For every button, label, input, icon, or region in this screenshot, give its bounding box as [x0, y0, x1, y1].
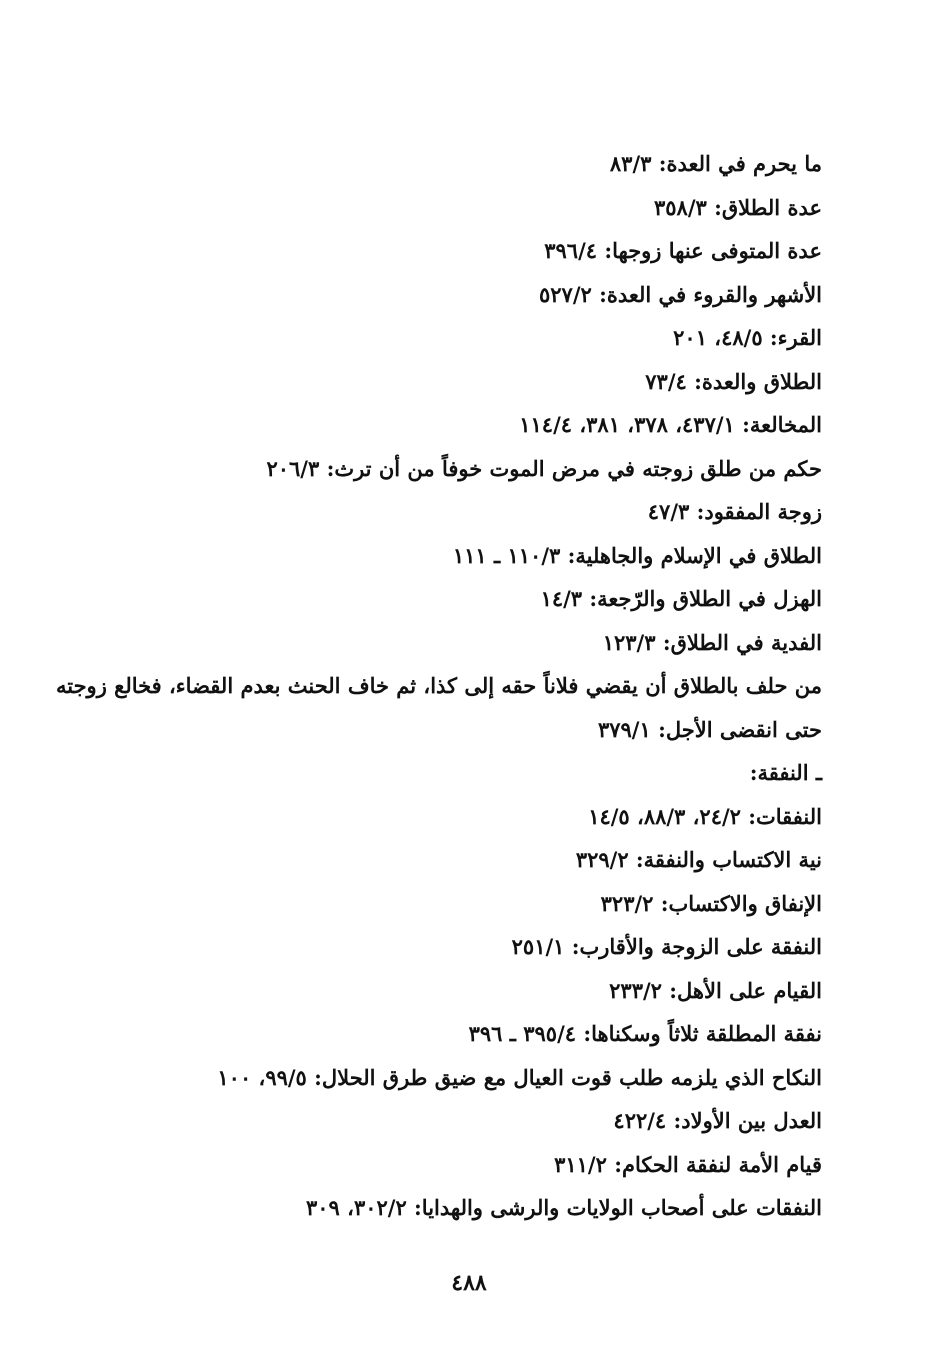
- index-entry: [55, 664, 822, 708]
- entry-label: عدة المتوفى عنها زوجها:: [604, 238, 822, 263]
- entry-label: الطلاق والعدة:: [694, 368, 822, 394]
- entry-label: قيام الأمة لنفقة الحكام:: [614, 1151, 822, 1177]
- index-entry: [132, 621, 822, 665]
- entry-ref: ٤٣٧/١، ٣٧٨، ٣٨١، ١١٤/٤: [519, 412, 735, 437]
- entry-ref: ٤٢٢/٤: [613, 1108, 667, 1133]
- index-entry: [132, 1143, 822, 1187]
- entry-ref: ٣١١/٢: [554, 1151, 607, 1177]
- index-entry: [132, 229, 822, 273]
- section-heading: ـ النفقة:: [749, 760, 822, 785]
- index-entry: [132, 316, 822, 360]
- index-entry: [132, 969, 822, 1013]
- entry-label: حكم من طلق زوجته في مرض الموت خوفاً من أن ترث:: [326, 455, 822, 481]
- entry-ref: ٣٥٨/٣: [653, 194, 707, 220]
- entry-label: نفقة المطلقة ثلاثاً وسكناها:: [583, 1021, 822, 1046]
- index-entry: [132, 1099, 822, 1143]
- entry-label: النفقات على أصحاب الولايات والرشى والهدايا:: [414, 1195, 822, 1220]
- index-entry: [132, 447, 822, 491]
- entry-ref: ١٤/٣: [540, 586, 583, 611]
- entry-label: من حلف بالطلاق أن يقضي فلاناً حقه إلى كذا، ثم خاف الحنث بعدم القضاء، فخالع زوجته: [55, 673, 822, 698]
- entry-label: الفدية في الطلاق:: [662, 629, 822, 655]
- index-entry: [132, 1186, 822, 1230]
- page-number: ٤٨٨: [451, 1270, 487, 1296]
- index-entry: [132, 403, 822, 447]
- entry-ref: ١١٠/٣ ـ ١١١: [452, 542, 561, 568]
- entry-label: النفقة على الزوجة والأقارب:: [571, 934, 822, 959]
- entry-label: زوجة المفقود:: [696, 499, 822, 524]
- entry-label: الطلاق في الإسلام والجاهلية:: [567, 542, 822, 568]
- entry-ref: ١٢٣/٣: [602, 629, 656, 655]
- entry-label: الأشهر والقروء في العدة:: [599, 281, 822, 307]
- index-entry: [132, 882, 822, 926]
- entry-ref: ٧٣/٤: [645, 368, 687, 394]
- entry-ref: ٣٧٩/١: [597, 716, 651, 742]
- entry-label: الإنفاق والاكتساب:: [660, 890, 822, 916]
- entry-ref: ٢٠٦/٣: [266, 455, 320, 481]
- index-entry: [132, 1012, 822, 1056]
- index-entry: [132, 795, 822, 839]
- index-entry: [132, 534, 822, 578]
- index-entry: [132, 490, 822, 534]
- index-entry: [132, 708, 822, 752]
- entry-ref: ٤٨/٥، ٢٠١: [673, 325, 763, 350]
- entry-ref: ٥٢٧/٢: [539, 281, 592, 307]
- entry-ref: ٣٠٢/٢، ٣٠٩: [306, 1195, 407, 1220]
- index-entry: [132, 577, 822, 621]
- entry-ref: ٩٩/٥، ١٠٠: [217, 1064, 307, 1090]
- entry-label: نية الاكتساب والنفقة:: [635, 847, 822, 872]
- entry-ref: ٣٢٣/٢: [600, 890, 654, 916]
- entry-ref: ٢٣٣/٢: [609, 977, 662, 1003]
- entry-label: العدل بين الأولاد:: [673, 1108, 822, 1133]
- entry-label: حتى انقضى الأجل:: [658, 716, 822, 742]
- entry-label: الهزل في الطلاق والرّجعة:: [589, 586, 822, 611]
- entry-ref: ٢٤/٢، ٨٨/٣، ١٤/٥: [588, 803, 741, 829]
- index-entry: [132, 142, 822, 186]
- entry-ref: ٤٧/٣: [647, 499, 690, 524]
- entry-label: المخالعة:: [742, 412, 822, 437]
- entry-label: عدة الطلاق:: [714, 194, 822, 220]
- entry-label: القرء:: [769, 325, 822, 350]
- index-entry: [132, 186, 822, 230]
- index-entry: [132, 360, 822, 404]
- entry-ref: ٨٣/٣: [609, 151, 652, 176]
- entry-ref: ٢٥١/١: [511, 934, 565, 959]
- entry-label: ما يحرم في العدة:: [658, 151, 822, 176]
- index-entry: [132, 838, 822, 882]
- entry-label: القيام على الأهل:: [669, 977, 822, 1003]
- entry-label: النفقات:: [748, 803, 822, 829]
- entry-ref: ٣٩٥/٤ ـ ٣٩٦: [468, 1021, 577, 1046]
- index-entry: [132, 273, 822, 317]
- entry-ref: ٣٩٦/٤: [544, 238, 598, 263]
- index-entry: [132, 1056, 822, 1100]
- index-entry: [132, 925, 822, 969]
- entry-ref: ٣٢٩/٢: [575, 847, 629, 872]
- entry-label: النكاح الذي يلزمه طلب قوت العيال مع ضيق طرق الحلال:: [314, 1064, 822, 1090]
- index-entries: [55, 142, 822, 1230]
